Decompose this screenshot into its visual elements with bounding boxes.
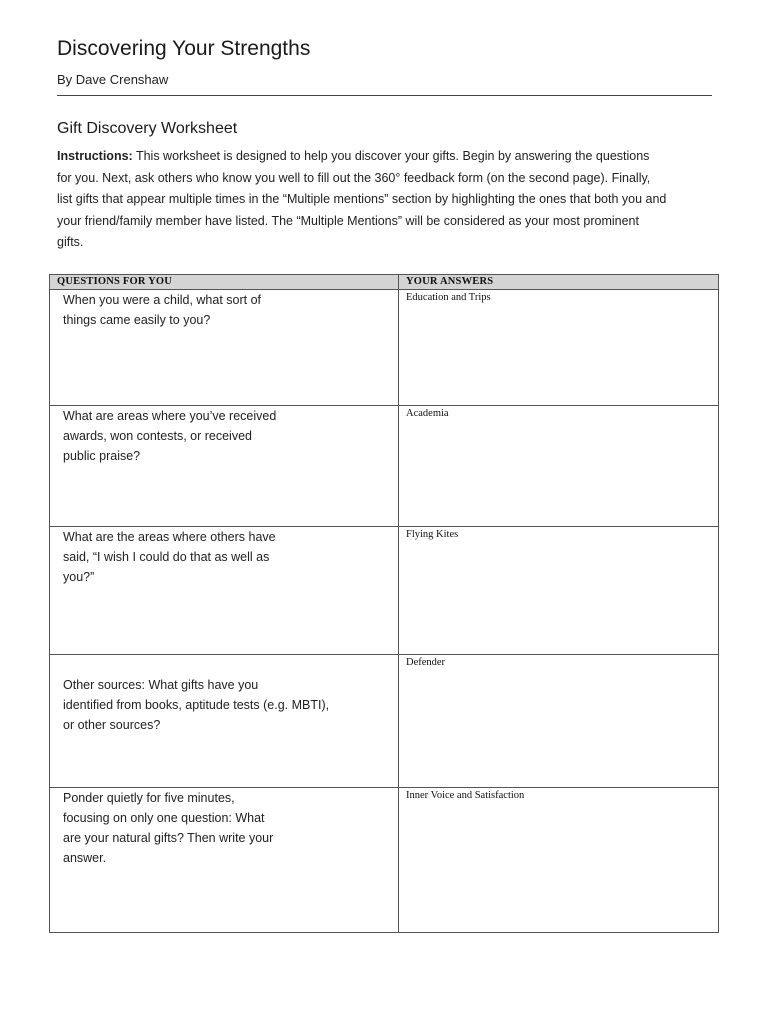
question-text: When you were a child, what sort of things came easily to you? bbox=[63, 293, 262, 327]
answer-text: Defender bbox=[406, 657, 446, 668]
instructions-paragraph bbox=[57, 146, 667, 254]
answer-cell[interactable] bbox=[399, 527, 719, 655]
answer-cell[interactable] bbox=[399, 406, 719, 527]
worksheet-title: Gift Discovery Worksheet bbox=[57, 120, 238, 137]
table-row bbox=[50, 655, 719, 788]
table-header-row bbox=[50, 275, 719, 290]
answer-cell[interactable] bbox=[399, 655, 719, 788]
question-text: Ponder quietly for five minutes, focusing on only one question: What are your natural gifts? Then write your answer. bbox=[63, 791, 274, 865]
question-cell bbox=[50, 655, 399, 788]
question-cell bbox=[50, 788, 399, 933]
question-text: What are the areas where others have said, “I wish I could do that as well as you?” bbox=[63, 530, 276, 584]
column-header-answers: YOUR ANSWERS bbox=[399, 275, 719, 290]
table-row bbox=[50, 406, 719, 527]
instructions-text: This worksheet is designed to help you discover your gifts. Begin by answering the questions for you. Next, ask others who know you well to fill out the 360° feedback form (on the second page). Finally, list gifts that appear multiple times in the “Multiple mentions” section by highlighting the ones that both you and your friend/family member have listed. The “Multiple Mentions” will be considered as your most prominent gifts. bbox=[57, 149, 667, 249]
header-divider bbox=[57, 95, 712, 96]
worksheet-table bbox=[49, 274, 719, 933]
answer-text: Academia bbox=[406, 408, 449, 419]
answer-text: Education and Trips bbox=[406, 292, 491, 303]
column-header-questions: QUESTIONS FOR YOU bbox=[50, 275, 399, 290]
page-title: Discovering Your Strengths bbox=[57, 37, 311, 60]
answer-cell[interactable] bbox=[399, 290, 719, 406]
author-byline: By Dave Crenshaw bbox=[57, 72, 169, 87]
question-cell bbox=[50, 527, 399, 655]
table-row bbox=[50, 527, 719, 655]
answer-text: Inner Voice and Satisfaction bbox=[406, 790, 525, 801]
question-cell bbox=[50, 406, 399, 527]
table-row bbox=[50, 290, 719, 406]
answer-text: Flying Kites bbox=[406, 529, 459, 540]
table-row bbox=[50, 788, 719, 933]
instructions-label: Instructions: bbox=[57, 149, 133, 163]
question-cell bbox=[50, 290, 399, 406]
question-text: Other sources: What gifts have you identified from books, aptitude tests (e.g. MBTI), or other sources? bbox=[63, 678, 330, 732]
answer-cell[interactable] bbox=[399, 788, 719, 933]
question-text: What are areas where you’ve received awards, won contests, or received public praise? bbox=[63, 409, 277, 463]
